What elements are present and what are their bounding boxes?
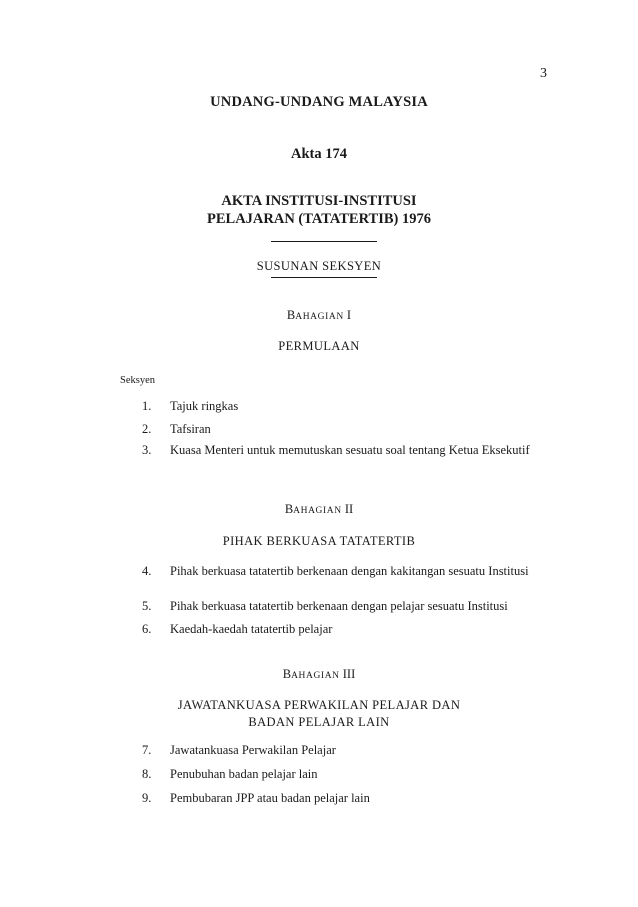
part-2-label-rest: AHAGIAN xyxy=(293,506,342,516)
law-title: UNDANG-UNDANG MALAYSIA xyxy=(210,94,428,110)
part-1-title: PERMULAAN xyxy=(278,339,360,353)
part-3-title-line2: BADAN PELAJAR LAIN xyxy=(248,715,390,729)
part-1-numeral: I xyxy=(346,308,352,322)
part-3-label xyxy=(0,667,638,682)
section-number: 2. xyxy=(142,422,152,436)
part-3-title-line1: JAWATANKUASA PERWAKILAN PELAJAR DAN xyxy=(177,698,461,712)
part-3-label-rest: AHAGIAN xyxy=(291,671,340,681)
act-number: Akta 174 xyxy=(291,146,347,162)
seksyen-label: Seksyen xyxy=(120,375,155,386)
section-title: Pihak berkuasa tatatertib berkenaan dengan pelajar sesuatu Institusi xyxy=(170,599,508,613)
arrangement-heading: SUSUNAN SEKSYEN xyxy=(256,259,382,273)
part-3-numeral: III xyxy=(342,667,356,681)
section-number: 9. xyxy=(142,791,152,805)
page-number: 3 xyxy=(540,66,547,81)
part-1-label-rest: AHAGIAN xyxy=(295,312,344,322)
section-title: Pihak berkuasa tatatertib berkenaan dengan kakitangan sesuatu Institusi xyxy=(170,564,529,578)
section-number: 1. xyxy=(142,399,152,413)
act-title-line2: PELAJARAN (TATATERTIB) 1976 xyxy=(207,211,431,227)
section-title: Kuasa Menteri untuk memutuskan sesuatu soal tentang Ketua Eksekutif xyxy=(170,443,530,457)
part-2-label xyxy=(0,502,638,517)
act-title-line1: AKTA INSTITUSI-INSTITUSI xyxy=(221,193,417,209)
section-number: 4. xyxy=(142,564,152,578)
part-2-title: PIHAK BERKUASA TATATERTIB xyxy=(222,534,416,548)
section-number: 6. xyxy=(142,622,152,636)
section-number: 3. xyxy=(142,443,152,457)
part-1-label-initial: B xyxy=(286,308,296,322)
section-title: Tafsiran xyxy=(170,422,211,436)
bottom-rule xyxy=(271,277,377,278)
section-title: Jawatankuasa Perwakilan Pelajar xyxy=(170,743,336,757)
section-title: Kaedah-kaedah tatatertib pelajar xyxy=(170,622,333,636)
part-2-label-initial: B xyxy=(284,502,294,516)
section-title: Tajuk ringkas xyxy=(170,399,239,413)
part-1-label xyxy=(0,308,638,323)
top-rule xyxy=(271,241,377,242)
section-title: Pembubaran JPP atau badan pelajar lain xyxy=(170,791,370,805)
section-title: Penubuhan badan pelajar lain xyxy=(170,767,318,781)
part-2-numeral: II xyxy=(344,502,354,516)
section-number: 7. xyxy=(142,743,152,757)
part-3-label-initial: B xyxy=(282,667,292,681)
section-number: 5. xyxy=(142,599,152,613)
section-number: 8. xyxy=(142,767,152,781)
